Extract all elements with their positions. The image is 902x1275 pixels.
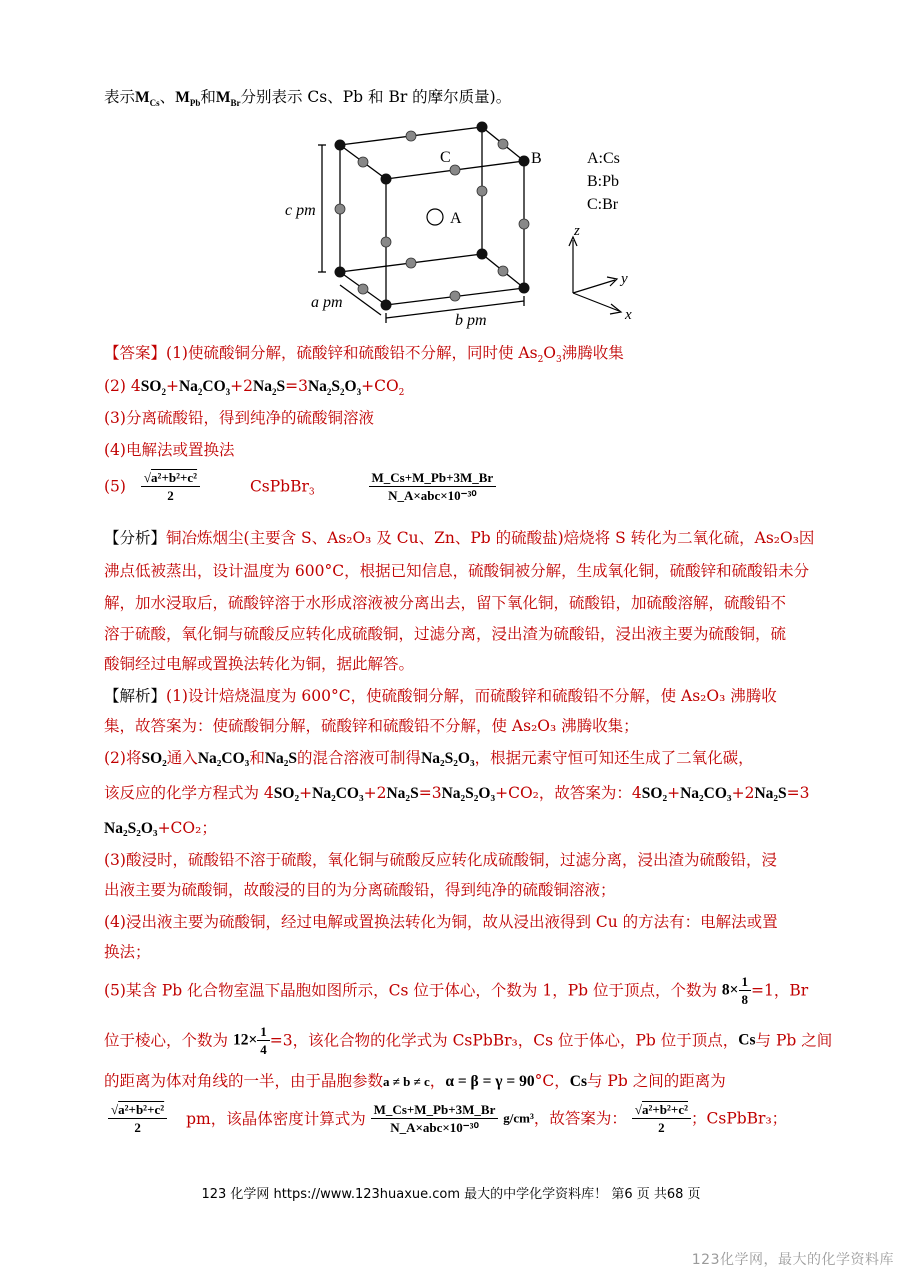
label-c-pm: c pm (285, 202, 316, 219)
eq-sub: 2 (326, 387, 332, 398)
pb-atom (477, 122, 488, 133)
eq-na: Na (307, 378, 327, 395)
sqrt-inner: a²+b²+c² (151, 470, 198, 485)
t: +2 (731, 784, 755, 802)
sqrt-inner: a²+b²+c² (641, 1102, 688, 1117)
eq-sub: 2 (197, 387, 203, 398)
explanation-p2-l1 (104, 748, 754, 769)
axis-x-label: x (625, 307, 632, 323)
crystal-cell-figure (285, 115, 655, 335)
density-num: M_Cs+M_Pb+3M_Br (369, 470, 497, 487)
explanation-p5-l2 (104, 1024, 832, 1064)
pb-atom (477, 249, 488, 260)
t: +CO₂； (157, 819, 217, 837)
y-axis (573, 280, 615, 293)
explanation-p5-l3 (104, 1071, 726, 1092)
chem: Na₂S (386, 785, 419, 802)
intro-line (104, 87, 511, 113)
t: =3，该化合物的化学式为 CsPbBr₃，Cs 位于体心，Pb 位于顶点， (269, 1031, 739, 1050)
num: 1 (257, 1024, 270, 1041)
t: =3 (786, 784, 810, 802)
t: 与 Pb 之间的距离为 (587, 1072, 726, 1090)
br-atom (450, 291, 460, 301)
sqrt-expr: √a²+b²+c² (632, 1102, 691, 1119)
chem: Na₂CO₃ (197, 750, 250, 767)
unit: g/cm³ (503, 1110, 534, 1126)
eq-plus2: +2 (230, 377, 254, 395)
label-a-pm: a pm (311, 294, 343, 311)
answer-q1-sub2: 3 (556, 355, 562, 366)
t: ；CsPbBr₃； (691, 1109, 788, 1128)
sqrt-expr: √a²+b²+c² (141, 470, 200, 487)
label-b-pm: b pm (455, 312, 487, 329)
br-atom (498, 139, 508, 149)
explanation-p2-l2 (104, 783, 810, 804)
chem: Na₂S₂O₃ (104, 820, 158, 837)
pb-atom (519, 283, 530, 294)
pb-atom (381, 300, 392, 311)
chem: Cs (569, 1073, 587, 1090)
t: + (299, 784, 313, 802)
chem: Na₂S₂O₃ (421, 750, 475, 767)
answer-q2 (104, 376, 404, 403)
t: pm，该晶体密度计算式为 (186, 1109, 366, 1128)
analysis-line-5: 酸铜经过电解或置换法转化为铜，据此解答。 (104, 655, 415, 673)
br-atom (358, 157, 368, 167)
eq-equals: =3 (285, 377, 308, 395)
sqrt-inner: a²+b²+c² (118, 1102, 165, 1117)
den: 2 (134, 1120, 141, 1135)
density-fraction (369, 470, 497, 503)
eq-sub: 2 (340, 387, 345, 398)
eq-s: S (276, 378, 286, 395)
chem: Na₂S₂O₃ (441, 785, 496, 802)
angles: α = β = γ = 90 (445, 1073, 535, 1090)
answer-tag: 【答案】 (104, 344, 167, 362)
frac-pre: 8× (721, 981, 739, 999)
page-footer: 123 化学网 https://www.123huaxue.com 最大的中学化学资料库！ 第6 页 共68 页 (201, 1187, 701, 1202)
fraction-1-4 (257, 1024, 270, 1057)
chem: Na₂CO₃ (312, 785, 364, 802)
t: 该反应的化学方程式为 4 (104, 784, 274, 802)
distance-fraction (141, 470, 200, 503)
t: +CO₂，故答案为：4 (495, 784, 642, 802)
eq-sub: 3 (225, 387, 231, 398)
eq-sub: 2 (398, 388, 405, 399)
num: M_Cs+M_Pb+3M_Br (371, 1102, 499, 1119)
br-atom (498, 266, 508, 276)
br-atom (358, 284, 368, 294)
eq-plus: + (165, 377, 179, 395)
legend-b: B:Pb (587, 173, 620, 190)
answer-q1-sub1: 2 (537, 355, 544, 366)
fraction-1-8 (739, 974, 752, 1007)
answer-q1-num: (1) (166, 344, 188, 362)
explanation-p2-l3 (104, 818, 217, 839)
sqrt-expr: √a²+b²+c² (108, 1102, 167, 1119)
t: °C， (534, 1072, 570, 1090)
br-atom (519, 219, 529, 229)
analysis-tag: 【分析】 (104, 529, 167, 547)
watermark: 123化学网，最大的化学资料库 (691, 1252, 894, 1268)
formula-sub: 3 (308, 487, 315, 498)
answer-q1-end: 沸腾收集 (561, 344, 624, 362)
intro-sep: 、 (159, 88, 176, 106)
answer-q4: (4)电解法或置换法 (104, 441, 235, 459)
den: N_A×abc×10⁻³⁰ (390, 1120, 479, 1135)
axis-y-label: y (621, 271, 628, 287)
explanation-p1-l2: 集，故答案为：使硫酸铜分解，硫酸锌和硫酸铅不分解，使 As₂O₃ 沸腾收集； (104, 717, 639, 735)
axis-z-label: z (574, 223, 580, 239)
chem: SO₂ (141, 750, 167, 767)
explanation-p3-l2: 出液主要为硫酸铜，故酸浸的目的为分离硫酸铅，得到纯净的硫酸铜溶液； (104, 881, 616, 899)
chem: SO₂ (273, 785, 300, 802)
br-atom (477, 186, 487, 196)
analysis-line-1 (104, 528, 814, 548)
t: (5)某含 Pb 化合物室温下晶胞如图所示，Cs 位于体心，个数为 1，Pb 位于顶点，个数为 (104, 981, 717, 1000)
chem: Na₂S (754, 785, 787, 802)
intro-pre: 表示 (104, 88, 136, 106)
br-atom (450, 165, 460, 175)
den: 4 (260, 1042, 267, 1057)
eq-na: Na (253, 378, 272, 395)
br-atom (335, 204, 345, 214)
eq-co2: +CO (361, 377, 399, 395)
density-den: N_A×abc×10⁻³⁰ (388, 488, 477, 503)
explanation-p5-l4 (108, 1102, 787, 1146)
t: 的混合溶液可制得 (297, 749, 422, 767)
analysis-text: 铜冶炼烟尘(主要含 S、As₂O₃ 及 Cu、Zn、Pb 的硫酸盐)焙烧将 S 转化为二氧化硫，As₂O₃因 (166, 529, 815, 547)
explanation-tag: 【解析】 (104, 687, 167, 705)
t: =3 (418, 784, 442, 802)
t: 与 Pb 之间 (755, 1031, 833, 1050)
answer-q1-o: O (543, 344, 557, 362)
frac-den: 2 (167, 488, 174, 503)
distance-fraction-3 (632, 1102, 691, 1135)
eq-sub: 2 (161, 387, 166, 398)
m-cs: M (135, 89, 150, 106)
explanation-p4-l1: (4)浸出液主要为硫酸铜，经过电解或置换法转化为铜，故从浸出液得到 Cu 的方法有：电解法或置 (104, 913, 778, 931)
distance-fraction-2 (108, 1102, 167, 1135)
explanation-p4-l2: 换法； (104, 943, 151, 961)
br-atom (406, 258, 416, 268)
t: 的距离为体对角线的一半，由于晶胞参数 (104, 1072, 384, 1090)
t: (2)将 (104, 749, 142, 767)
eq-na: Na (178, 378, 198, 395)
pb-atom (519, 156, 530, 167)
m-br-sub: Br (230, 98, 241, 109)
eq-sub: 3 (356, 387, 362, 398)
den: 2 (658, 1120, 665, 1135)
frac-pre: 12× (232, 1031, 258, 1049)
eq-so2: SO (140, 378, 162, 395)
m-pb-sub: Pb (189, 98, 201, 109)
intro-and: 和 (200, 88, 216, 106)
t: ， (429, 1072, 446, 1090)
m-br: M (215, 89, 231, 106)
cs-atom (427, 209, 443, 225)
t: 位于棱心，个数为 (104, 1031, 229, 1050)
m-pb: M (175, 89, 190, 106)
intro-post: 分别表示 Cs、Pb 和 Br 的摩尔质量)。 (240, 88, 512, 106)
explanation-text: (1)设计焙烧温度为 600°C，使硫酸铜分解，而硫酸锌和硫酸铅不分解，使 As₂O₃ 沸腾收 (166, 687, 777, 705)
chem: Na₂S (264, 750, 298, 767)
analysis-line-4: 溶于硫酸，氧化铜与硫酸反应转化成硫酸铜，过滤分离，浸出渣为硫酸铅，浸出液主要为硫酸铜，硫 (104, 625, 787, 643)
explanation-p3-l1: (3)酸浸时，硫酸铅不溶于硫酸，氧化铜与硫酸反应转化成硫酸铜，过滤分离，浸出渣为硫酸铅，浸 (104, 851, 777, 869)
explanation-p5-l1 (104, 974, 808, 1014)
legend-c: C:Br (587, 196, 619, 213)
chem: SO₂ (641, 785, 668, 802)
t: =1，Br (751, 981, 809, 1000)
eq-coef: 4 (130, 377, 141, 395)
formula: CsPbBr (249, 477, 309, 496)
answer-q1-text: 使硫酸铜分解，硫酸锌和硫酸铅不分解，同时使 As (187, 344, 538, 362)
eq-co3: CO (202, 378, 226, 395)
pb-atom (381, 174, 392, 185)
chem: Cs (738, 1031, 756, 1049)
t: 通入 (166, 749, 198, 767)
answer-q5 (104, 470, 496, 514)
pb-atom (335, 140, 346, 151)
explanation-p1-l1 (104, 686, 777, 706)
m-cs-sub: Cs (149, 98, 160, 109)
label-c: C (440, 149, 451, 166)
analysis-line-3: 解，加水浸取后，硫酸锌溶于水形成溶液被分离出去，留下氧化铜，硫酸铅，加硫酸溶解，硫酸铅不 (104, 594, 787, 612)
br-atom (381, 237, 391, 247)
t: ，故答案为： (533, 1109, 627, 1128)
answer-q5-num: (5) (104, 477, 126, 496)
t: ，根据元素守恒可知还生成了二氧化碳， (474, 749, 754, 767)
density-fraction-2 (371, 1102, 499, 1135)
den: 8 (741, 992, 749, 1007)
eq-s: S (331, 378, 341, 395)
label-b: B (531, 150, 542, 167)
answer-q3: (3)分离硫酸铅，得到纯净的硫酸铜溶液 (104, 409, 374, 427)
label-a: A (450, 210, 462, 227)
analysis-line-2: 沸点低被蒸出，设计温度为 600°C，根据已知信息，硫酸铜被分解，生成氧化铜，硫酸锌和硫酸铅未分 (104, 562, 810, 580)
eq-sub: 2 (271, 387, 277, 398)
answer-q1 (104, 343, 624, 370)
br-atom (406, 131, 416, 141)
eq-o: O (344, 378, 357, 395)
params: a ≠ b ≠ c (383, 1074, 430, 1089)
x-axis (573, 293, 619, 311)
pb-atom (335, 267, 346, 278)
t: 和 (249, 749, 265, 767)
legend-a: A:Cs (587, 150, 620, 167)
t: +2 (363, 784, 387, 802)
chem: Na₂CO₃ (680, 785, 732, 802)
answer-q2-num: (2) (104, 377, 126, 395)
t: + (667, 784, 681, 802)
num: 1 (739, 974, 752, 991)
